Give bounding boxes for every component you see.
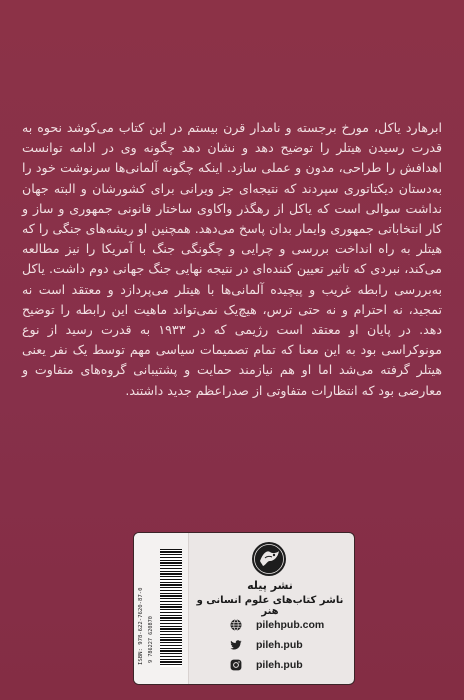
- twitter-icon: [230, 639, 242, 651]
- barcode-icon: [160, 549, 182, 667]
- isbn-label: ISBN: 978-622-7620-87-0: [138, 587, 144, 665]
- contact-instagram: [230, 657, 303, 673]
- contact-website: [230, 617, 324, 633]
- instagram-icon: [230, 659, 242, 671]
- description-text: ابرهارد یاکل، مورخ برجسته و نامدار قرن بیستم در این کتاب می‌کوشد نحوه به قدرت رسیدن هیتلر را توضیح دهد و نشان دهد چگونه وی در ادامه توانست اهدافش را طراحی، مدون و عملی سازد. اینکه چگونه آلمانی‌ها سرنوشت خود را به‌دستان دیکتاتوری سپردند که نتیجه‌ای جز ویرانی برای کشورشان و البته جهان نداشت سوالی است که یاکل از رهگذر واکاوی ساختار قانونی جمهوری و ساز و کار انتخاباتی جمهوری وایمار بدان پاسخ می‌دهد. همچنین او ریشه‌های جنگی را که هیتلر به راه انداخت بررسی و چرایی و چگونگی جنگ با آمریکا را نیز مطالعه می‌کند، نبردی که تاثیر تعیین کننده‌ای در نتیجه نهایی جنگ جهانی دوم داشت. یاکل به‌بررسی رابطه غریب و پیچیده آلمانی‌ها با هیتلر می‌پردازد و معتقد است نه تمجید، نه احترام و نه حتی ترس، هیچ‌یک نمی‌تواند ماهیت این رابطه را توضیح دهد. در پایان او معتقد است رژیمی که در ۱۹۳۳ به قدرت رسید از نوع مونوکراسی بود به این معنا که تمام تصمیمات سیاسی مهم توسط یک نفر یعنی هیتلر گرفته می‌شد اما او هم نیازمند حمایت و پشتیبانی گروه‌های متفاوت و معارضی بود که انتظارات متفاوتی از صدراعظم جدید داشتند.: [22, 120, 442, 398]
- barcode-strip: [134, 533, 189, 684]
- contact-text: pileh.pub: [256, 639, 303, 651]
- contact-text: pilehpub.com: [256, 619, 325, 631]
- barcode-number: 9 786227 620870: [148, 616, 154, 663]
- contact-text: pileh.pub: [256, 659, 303, 671]
- publisher-panel: [133, 532, 355, 685]
- pileh-publisher-logo-icon: [251, 541, 287, 577]
- book-description: [22, 118, 442, 401]
- contact-twitter: [230, 637, 303, 653]
- publisher-tagline: ناشر کتاب‌های علوم انسانی و هنر: [196, 595, 344, 617]
- web-globe-icon: [230, 619, 242, 631]
- publisher-name: نشر پیله: [247, 579, 293, 592]
